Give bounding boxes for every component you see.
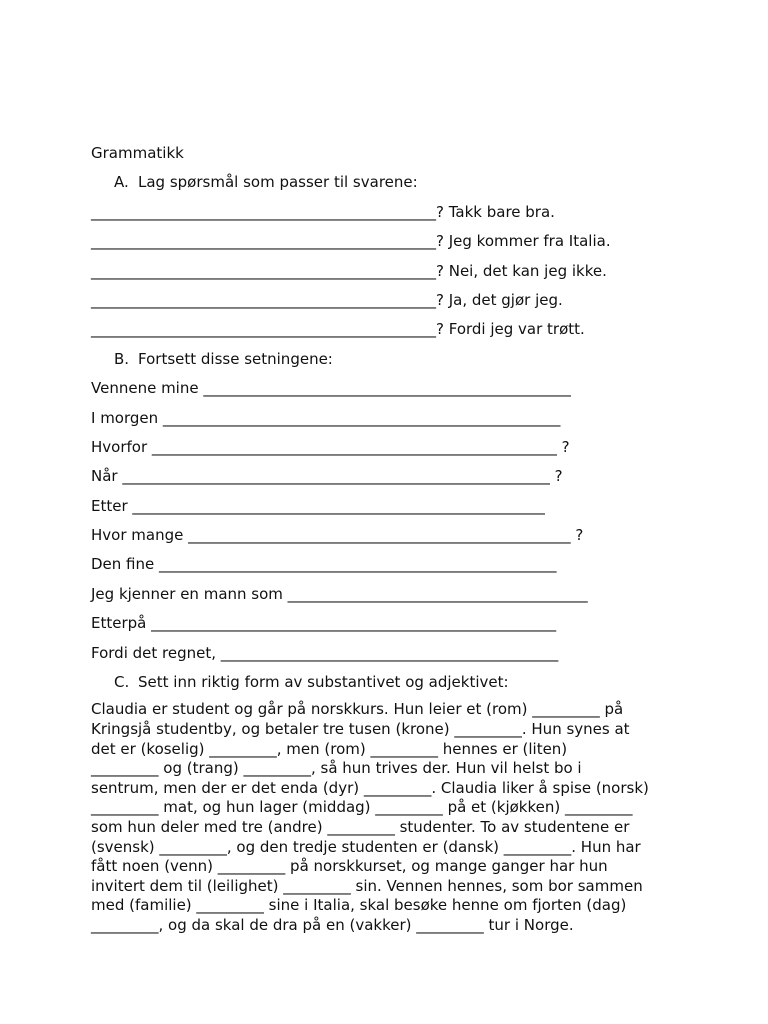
paragraph-line: Claudia er student og går på norskkurs. Hun leier et (rom) _________ på <box>91 700 624 719</box>
fill-in-paragraph <box>91 700 683 935</box>
sentence-line-10: Fordi det regnet, _____________________________________________ <box>91 643 559 662</box>
paragraph-line: _________ mat, og hun lager (middag) _________ på et (kjøkken) _________ <box>91 798 633 817</box>
section-b-heading <box>91 348 691 377</box>
paragraph-line: Kringsjå studentby, og betaler tre tusen (krone) _________. Hun synes at <box>91 720 630 739</box>
question-line-3: ______________________________________________? Nei, det kan jeg ikke. <box>91 261 607 280</box>
section-b-instruction: Fortsett disse setningene: <box>138 349 333 368</box>
question-line-5: ______________________________________________? Fordi jeg var trøtt. <box>91 320 585 339</box>
section-c-letter: C. <box>114 673 130 692</box>
paragraph-line: som hun deler med tre (andre) _________ studenter. To av studentene er <box>91 817 630 836</box>
question-line-4: ______________________________________________? Ja, det gjør jeg. <box>91 290 563 309</box>
section-a-letter: A. <box>114 173 129 192</box>
question-line-1: ______________________________________________? Takk bare bra. <box>91 202 555 221</box>
section-b-letter: B. <box>114 349 130 368</box>
sentence-line-7: Den fine _____________________________________________________ <box>91 555 557 574</box>
sentence-line-5: Etter _______________________________________________________ <box>91 496 545 515</box>
section-a-instruction: Lag spørsmål som passer til svarene: <box>138 173 418 192</box>
sentence-line-1: Vennene mine _________________________________________________ <box>91 379 571 398</box>
worksheet <box>91 142 691 936</box>
section-c-instruction: Sett inn riktig form av substantivet og adjektivet: <box>138 673 509 692</box>
paragraph-line: _________ og (trang) _________, så hun trives der. Hun vil helst bo i <box>91 759 582 778</box>
section-a-heading <box>91 171 691 200</box>
paragraph-line: fått noen (venn) _________ på norskkurset, og mange ganger har hun <box>91 857 608 876</box>
worksheet-title: Grammatikk <box>91 144 184 162</box>
paragraph-line: invitert dem til (leilighet) _________ sin. Vennen hennes, som bor sammen <box>91 876 643 895</box>
sentence-line-6: Hvor mange ___________________________________________________ ? <box>91 526 584 545</box>
sentence-line-2: I morgen _____________________________________________________ <box>91 408 561 427</box>
question-line-2: ______________________________________________? Jeg kommer fra Italia. <box>91 232 611 251</box>
paragraph-line: sentrum, men der er det enda (dyr) _________. Claudia liker å spise (norsk) <box>91 778 649 797</box>
sentence-line-9: Etterpå ______________________________________________________ <box>91 614 557 633</box>
paragraph-line: med (familie) _________ sine i Italia, skal besøke henne om fjorten (dag) <box>91 896 627 915</box>
paragraph-line: _________, og da skal de dra på en (vakker) _________ tur i Norge. <box>91 915 574 934</box>
paragraph-line: (svensk) _________, og den tredje studenten er (dansk) _________. Hun har <box>91 837 641 856</box>
sentence-line-3: Hvorfor ______________________________________________________ ? <box>91 437 570 456</box>
sentence-line-4: Når _________________________________________________________ ? <box>91 467 563 486</box>
sentence-line-8: Jeg kjenner en mann som ________________________________________ <box>91 584 588 603</box>
section-c-heading <box>91 671 691 700</box>
paragraph-line: det er (koselig) _________, men (rom) _________ hennes er (liten) <box>91 739 568 758</box>
